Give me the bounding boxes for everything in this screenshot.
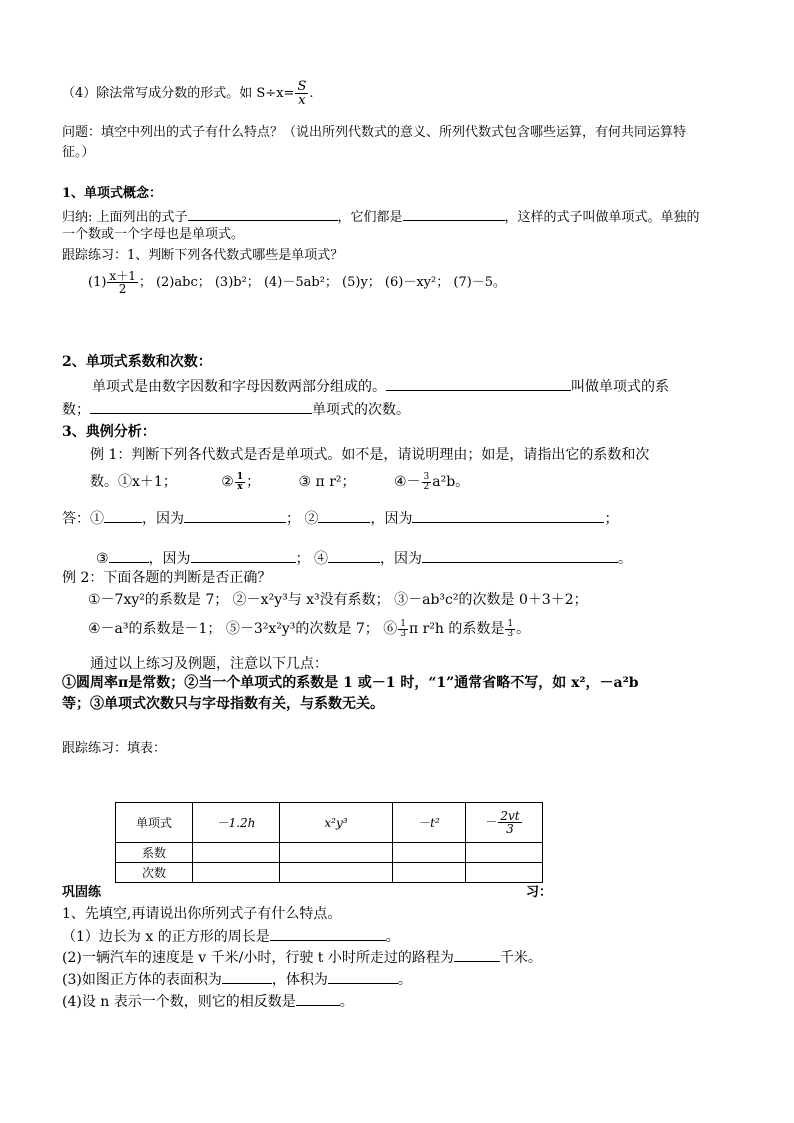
table-cell[interactable] [280, 843, 393, 863]
table-cell[interactable] [193, 863, 280, 883]
blank-field[interactable] [328, 969, 398, 984]
table-cell: 次数 [116, 863, 193, 883]
text-fragment: 。 [516, 621, 531, 637]
table-header [466, 803, 543, 843]
fraction-denominator: 3 [400, 628, 406, 639]
blank-field[interactable] [104, 508, 142, 523]
practice-item-2 [62, 947, 542, 968]
notes-line-2: 等；③单项式次数只与字母指数有关，与系数无关。 [62, 696, 384, 712]
section-1-expressions [88, 270, 506, 295]
fraction-numerator: 1 [507, 618, 514, 629]
blank-field[interactable] [328, 548, 380, 563]
example-1-line-2 [90, 472, 469, 492]
table-cell[interactable] [466, 863, 543, 883]
fraction-2vt-over-3 [498, 810, 521, 835]
table-cell[interactable] [393, 843, 466, 863]
table-row [116, 863, 543, 883]
section-2-line-2 [62, 399, 410, 420]
text-fragment: ，因为 [380, 551, 423, 567]
blank-field[interactable] [270, 926, 386, 941]
blank-field[interactable] [191, 548, 296, 563]
fraction-numerator: S [297, 79, 307, 94]
fraction-denominator: x [298, 93, 306, 108]
text-fragment: 千米。 [499, 950, 542, 966]
fraction-numerator: x＋1 [109, 269, 136, 283]
text-fragment: (3)如图正方体的表面积为 [62, 972, 222, 988]
text-fragment: 。 [339, 994, 354, 1010]
text-fragment: ，它们都是 [337, 210, 403, 225]
blank-field[interactable] [109, 548, 149, 563]
section-2-title: 2、单项式系数和次数： [62, 354, 212, 370]
table-header: x²y³ [280, 803, 393, 843]
example-2-title: 例 2：下面各题的判断是否正确？ [62, 570, 272, 586]
consolidation-label-left: 巩固练 [62, 885, 102, 900]
section-1-exercise: 跟踪练习：1、判断下列各代数式哪些是单项式？ [62, 248, 344, 263]
section-2-line-1 [92, 376, 669, 397]
blank-field[interactable] [296, 991, 340, 1006]
text-fragment: ，因为 [370, 511, 413, 527]
fraction-denominator: 3 [507, 628, 514, 639]
table-row [116, 843, 543, 863]
text-fragment: (1) [88, 275, 107, 290]
blank-field[interactable] [90, 399, 312, 414]
consolidation-label-right: 习： [526, 885, 553, 900]
text-fragment: 单项式是由数字因数和字母因数两部分组成的。 [92, 379, 386, 395]
fraction-numerator: 1 [236, 471, 244, 482]
blank-field[interactable] [454, 947, 500, 962]
text-fragment: ④－ [393, 474, 421, 490]
text-fragment: 答：① [62, 511, 104, 527]
fraction-1-over-3 [505, 620, 515, 639]
section-1-title: 1、单项式概念： [62, 186, 163, 201]
text-fragment: ，因为 [148, 551, 191, 567]
text-fragment: a²b。 [432, 474, 470, 490]
text-fragment: π r²h 的系数是 [408, 621, 505, 637]
text-fragment: 叫做单项式的系 [571, 379, 669, 395]
text-fragment: 数； [62, 402, 90, 418]
division-note-text: （4）除法常写成分数的形式。如 S÷x= [62, 86, 295, 101]
table-cell[interactable] [466, 843, 543, 863]
example-1-line-1: 例 1：判断下列各代数式是否是单项式。如不是，请说明理由；如是，请指出它的系数和次 [90, 447, 650, 463]
text-fragment: 。 [397, 972, 412, 988]
fraction-denominator: x [237, 481, 243, 492]
text-fragment: ； ④ [295, 551, 329, 567]
section-1-line-1 [62, 206, 700, 227]
practice-item-4 [62, 991, 354, 1012]
example-2-row-2 [88, 619, 530, 639]
table-header: －1.2h [193, 803, 280, 843]
blank-field[interactable] [422, 548, 618, 563]
practice-item-3 [62, 969, 412, 990]
text-fragment: ，因为 [142, 511, 184, 527]
blank-field[interactable] [403, 206, 505, 221]
section-1-line-2: 一个数或一个字母也是单项式。 [62, 227, 245, 242]
text-fragment: ③ π r²； [298, 474, 356, 490]
text-fragment: ； ② [286, 511, 319, 527]
fraction-denominator: 2 [423, 481, 430, 492]
practice-title: 1、先填空,再请说出你所列式子有什么特点。 [62, 906, 342, 922]
table-cell[interactable] [280, 863, 393, 883]
text-fragment: ，体积为 [271, 972, 328, 988]
text-fragment: 数。①x＋1； [90, 474, 177, 490]
text-fragment: ，这样的式子叫做单项式。单独的 [504, 210, 700, 225]
table-cell[interactable] [393, 863, 466, 883]
text-fragment: ② [221, 474, 234, 490]
text-fragment: 。 [618, 551, 633, 567]
text-fragment: 单项式的次数。 [312, 402, 410, 418]
text-fragment: 归纳: 上面列出的式子 [62, 210, 188, 225]
blank-field[interactable] [318, 508, 370, 523]
notes-intro: 通过以上练习及例题，注意以下几点： [90, 656, 328, 672]
text-fragment: ； [246, 474, 261, 490]
fraction-numerator: 3 [423, 471, 430, 482]
fraction-1-over-3 [398, 620, 408, 639]
fraction-numerator: 2vt [500, 809, 520, 823]
fraction-x-plus-1-over-2 [107, 270, 137, 295]
blank-field[interactable] [184, 508, 286, 523]
question-line-2: 征。） [62, 145, 95, 160]
blank-field[interactable] [188, 206, 338, 221]
text-fragment: （1）边长为 x 的正方形的周长是 [62, 929, 270, 945]
text-fragment: 。 [385, 929, 400, 945]
table-header: －t² [393, 803, 466, 843]
example-2-row-1: ①－7xy²的系数是 7； ②－x²y³与 x³没有系数； ③－ab³c²的次数是 0＋3＋2； [88, 592, 588, 608]
table-header: 单项式 [116, 803, 193, 843]
minus-sign: － [485, 815, 498, 829]
text-fragment: ； [604, 511, 619, 527]
text-fragment: ④－a³的系数是－1； ⑤－3²x²y³的次数是 7； ⑥ [88, 621, 398, 637]
notes-line-1: ①圆周率π是常数；②当一个单项式的系数是 1 或－1 时，“1”通常省略不写，如 x²，－a²b [62, 675, 639, 691]
blank-field[interactable] [412, 508, 604, 523]
fraction-numerator: 1 [400, 618, 406, 629]
answer-line-2 [96, 548, 632, 569]
track-exercise-title: 跟踪练习：填表： [62, 741, 167, 756]
fraction-denominator: 3 [506, 822, 514, 836]
text-fragment: (4)设 n 表示一个数，则它的相反数是 [62, 994, 296, 1010]
table-cell: 系数 [116, 843, 193, 863]
fraction-3-over-2 [422, 473, 432, 492]
fraction-1-over-x [235, 473, 245, 492]
monomial-table [115, 802, 543, 883]
blank-field[interactable] [386, 376, 571, 391]
blank-field[interactable] [222, 969, 272, 984]
fraction-s-over-x [295, 80, 308, 107]
text-fragment: ③ [96, 551, 109, 567]
division-note [62, 80, 313, 107]
question-line-1: 问题：填空中列出的式子有什么特点？（说出所列代数式的意义、所列代数式包含哪些运算，有何共同运算特 [62, 125, 687, 140]
text-fragment: ； (2)abc； (3)b²； (4)－5ab²； (5)y； (6)－xy²； (7)－5。 [138, 275, 507, 290]
text-fragment: (2)一辆汽车的速度是 v 千米/小时，行驶 t 小时所走过的路程为 [62, 950, 454, 966]
section-3-title: 3、典例分析： [62, 424, 156, 440]
fraction-denominator: 2 [118, 282, 127, 296]
table-row [116, 803, 543, 843]
division-note-end: . [309, 86, 314, 101]
answer-line-1 [62, 508, 618, 529]
practice-item-1 [62, 926, 400, 947]
table-cell[interactable] [193, 843, 280, 863]
